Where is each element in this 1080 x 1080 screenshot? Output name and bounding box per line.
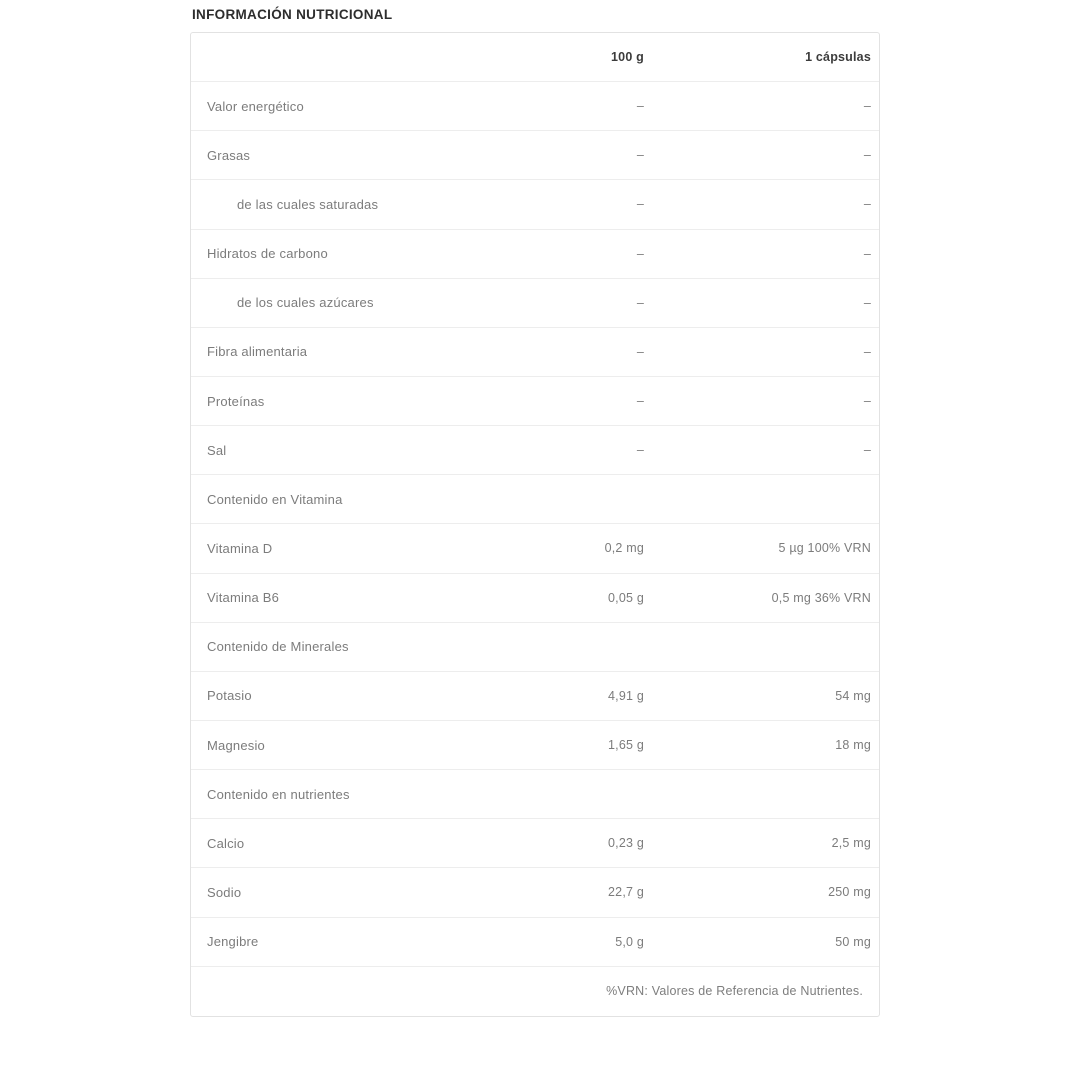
value-capsule: – xyxy=(863,295,871,310)
section-header-row xyxy=(191,475,879,524)
table-row xyxy=(191,82,879,131)
value-capsule: – xyxy=(863,443,871,458)
table-row xyxy=(191,672,879,721)
value-100g: – xyxy=(636,246,644,261)
table-row xyxy=(191,721,879,770)
value-100g: 0,05 g xyxy=(608,590,644,605)
section-header-row xyxy=(191,623,879,672)
table-subrow xyxy=(191,279,879,328)
value-capsule: 0,5 mg 36% VRN xyxy=(771,590,871,605)
row-label: Grasas xyxy=(207,147,251,163)
value-capsule: 250 mg xyxy=(828,885,871,900)
table-row xyxy=(191,426,879,475)
table-row xyxy=(191,377,879,426)
table-row xyxy=(191,328,879,377)
row-label: Sodio xyxy=(207,884,242,900)
table-row xyxy=(191,524,879,573)
value-100g: – xyxy=(636,443,644,458)
row-label: Jengibre xyxy=(207,934,259,950)
value-100g: – xyxy=(636,394,644,409)
row-label: Vitamina B6 xyxy=(207,590,280,606)
value-100g: 0,23 g xyxy=(608,836,644,851)
row-label: Proteínas xyxy=(207,393,265,409)
value-100g: 1,65 g xyxy=(608,738,644,753)
value-100g: – xyxy=(636,344,644,359)
value-100g: – xyxy=(636,99,644,114)
vrn-footnote: %VRN: Valores de Referencia de Nutrientes. xyxy=(606,984,863,999)
value-100g: 4,91 g xyxy=(608,688,644,703)
header-col-capsule: 1 cápsulas xyxy=(805,50,871,65)
header-col-100g: 100 g xyxy=(611,50,644,65)
row-label: de los cuales azúcares xyxy=(237,295,374,311)
value-capsule: – xyxy=(863,394,871,409)
table-row xyxy=(191,574,879,623)
nutrition-label-card xyxy=(190,7,880,1017)
value-capsule: – xyxy=(863,344,871,359)
row-label: Hidratos de carbono xyxy=(207,246,328,262)
value-100g: – xyxy=(636,197,644,212)
row-label: Calcio xyxy=(207,835,245,851)
value-capsule: 50 mg xyxy=(835,934,871,949)
table-row xyxy=(191,131,879,180)
row-label: Magnesio xyxy=(207,737,265,753)
section-label: Contenido de Minerales xyxy=(207,639,349,655)
row-label: Potasio xyxy=(207,688,252,704)
table-footer-row xyxy=(191,967,879,1016)
nutrition-table xyxy=(190,32,880,1017)
table-row xyxy=(191,819,879,868)
page-title: INFORMACIÓN NUTRICIONAL xyxy=(192,7,393,22)
value-100g: – xyxy=(636,148,644,163)
row-label: Fibra alimentaria xyxy=(207,344,308,360)
section-header-row xyxy=(191,770,879,819)
value-100g: – xyxy=(636,295,644,310)
table-row xyxy=(191,868,879,917)
section-label: Contenido en Vitamina xyxy=(207,491,343,507)
table-header-row xyxy=(191,33,879,82)
row-label: Vitamina D xyxy=(207,540,273,556)
value-100g: 5,0 g xyxy=(615,934,644,949)
value-capsule: – xyxy=(863,246,871,261)
value-100g: 0,2 mg xyxy=(604,541,644,556)
value-capsule: – xyxy=(863,197,871,212)
value-capsule: 5 µg 100% VRN xyxy=(778,541,871,556)
section-label: Contenido en nutrientes xyxy=(207,786,350,802)
value-capsule: – xyxy=(863,99,871,114)
row-label: de las cuales saturadas xyxy=(237,196,379,212)
table-row xyxy=(191,918,879,967)
row-label: Sal xyxy=(207,442,227,458)
row-label: Valor energético xyxy=(207,98,304,114)
table-row xyxy=(191,230,879,279)
value-capsule: 2,5 mg xyxy=(831,836,871,851)
value-capsule: 18 mg xyxy=(835,738,871,753)
value-capsule: 54 mg xyxy=(835,688,871,703)
table-subrow xyxy=(191,180,879,229)
value-100g: 22,7 g xyxy=(608,885,644,900)
value-capsule: – xyxy=(863,148,871,163)
